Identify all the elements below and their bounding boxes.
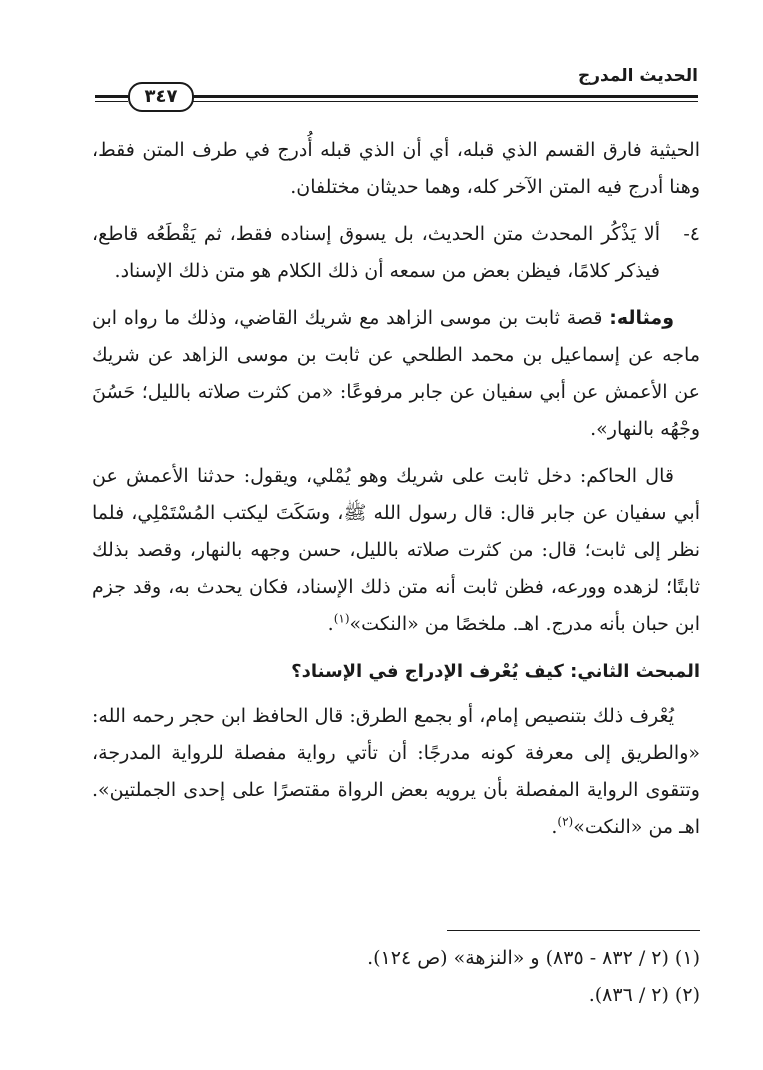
final-paragraph: [92, 698, 700, 846]
list-number: ٤-: [683, 223, 700, 245]
footnote-separator: [447, 930, 700, 931]
page-number: ٣٤٧: [128, 82, 194, 112]
page-body: [92, 132, 700, 856]
header-rule-thin: [190, 101, 698, 102]
list-item-text: ألا يَذْكُر المحدث متن الحديث، بل يسوق إسناده فقط، ثم يَقْطَعُه قاطع، فيذكر كلامًا، فيظن بعض من سمعه أن ذلك الكلام هو متن ذلك الإسناد.: [92, 223, 660, 282]
list-item-4: [92, 216, 700, 290]
header-rule-left: [95, 95, 128, 98]
hakim-text: قال الحاكم: دخل ثابت على شريك وهو يُمْلي، ويقول: حدثنا الأعمش عن أبي سفيان عن جابر قال: قال رسول الله ﷺ، وسَكَتَ ليكتب المُسْتَمْلِي، فلما نظر إلى ثابت؛ قال: من كثرت صلاته بالليل، حسن وجهه بالنهار، وقصد بذلك ثابتًا؛ لزهده وورعه، فظن ثابت أنه متن ذلك الإسناد، فكان يحدث به، وقد جزم ابن حبان بأنه مدرج. اهـ. ملخصًا من «النكت»: [92, 465, 700, 635]
footnote-ref-1[interactable]: (١): [333, 611, 350, 626]
section-heading: المبحث الثاني: كيف يُعْرف الإدراج في الإسناد؟: [291, 661, 700, 682]
example-paragraph: [92, 300, 700, 448]
footnote-2: (٢) (٢ / ٨٣٦).: [588, 984, 700, 1006]
example-text: قصة ثابت بن موسى الزاهد مع شريك القاضي، وذلك ما رواه ابن ماجه عن إسماعيل بن محمد الطلحي عن ثابت بن موسى الزاهد عن شريك عن الأعمش عن أبي سفيان عن جابر مرفوعًا: «من كثرت صلاته بالليل؛ حَسُنَ وجْهُه بالنهار».: [92, 307, 700, 440]
footnote-ref-2[interactable]: (٢): [557, 814, 574, 829]
header-rule: [190, 95, 698, 98]
example-label: ومثاله:: [609, 307, 674, 329]
footnotes: [92, 940, 700, 1014]
final-end: .: [551, 816, 558, 838]
paragraph-continuation: الحيثية فارق القسم الذي قبله، أي أن الذي قبله أُدرج في طرف المتن فقط، وهنا أدرج فيه المتن الآخر كله، وهما حديثان مختلفان.: [92, 139, 700, 198]
running-title: الحديث المدرج: [577, 66, 698, 86]
footnote-1: (١) (٢ / ٨٣٢ - ٨٣٥) و «النزهة» (ص ١٢٤).: [367, 947, 700, 969]
page-header: [95, 62, 698, 112]
final-text: يُعْرف ذلك بتنصيص إمام، أو بجمع الطرق: قال الحافظ ابن حجر رحمه الله: «والطريق إلى معرفة كونه مدرجًا: أن تأتي رواية مفصلة للرواية المدرجة، وتتقوى الرواية المفصلة بأن يرويه بعض الرواة مقتصرًا على إحدى الجملتين». اهـ من «النكت»: [92, 705, 700, 838]
header-rule-left-thin: [95, 101, 128, 102]
hakim-paragraph: [92, 458, 700, 643]
hakim-end: .: [327, 613, 334, 635]
